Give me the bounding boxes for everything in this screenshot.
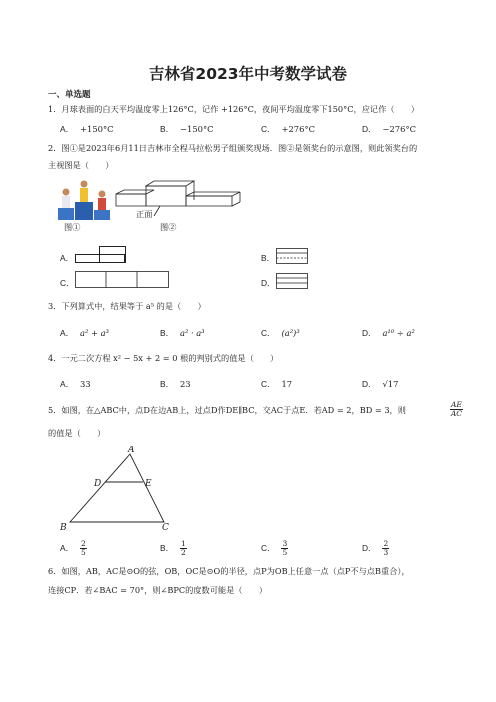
q2-option-a[interactable]: A． [60,253,74,263]
podium-photo [58,178,112,220]
front-view-label: 正面 [136,209,153,219]
q5-option-b[interactable]: B． $\frac{1}{2}$ [160,539,186,557]
point-e-label: E [145,479,152,489]
q1-option-c[interactable]: C． +276°C [261,124,316,134]
q5-option-a[interactable]: A． $\frac{2}{5}$ [60,539,86,557]
q2-option-c-figure [75,271,169,288]
q2-option-c[interactable]: C． [60,278,75,288]
q2-option-d-figure [276,273,308,289]
q4-option-d[interactable]: D． √17 [362,379,399,389]
q2-option-b-figure [276,248,308,264]
fig2-label: 图② [160,222,177,232]
q4-option-c[interactable]: C． 17 [261,379,293,389]
q1-option-b[interactable]: B． −150°C [160,124,214,134]
q5-stem-line1: 5．如图，在△ABC中，点D在边AB上，过点D作DE∥BC，交AC于点E．若AD = 2，BD = 3，则 [48,405,406,415]
q2-option-a-center-block [99,246,126,263]
q2-stem-line1: 2．图①是2023年6月11日吉林市全程马拉松男子组颁奖现场．图②是领奖台的示意图，则此领奖台的 [48,143,418,153]
q5-stem-line2: 的值是（ ） [48,428,106,438]
q4-option-a[interactable]: A． 33 [60,379,91,389]
q6-stem-line2: 连接CP．若∠BAC = 70°，则∠BPC的度数可能是（ ） [48,585,268,595]
vertex-c-label: C [162,523,169,532]
podium-diagram [114,178,244,220]
q2-option-d[interactable]: D． [261,278,276,288]
q3-option-c[interactable]: C． (a²)³ [261,328,300,338]
q2-option-b[interactable]: B． [261,253,275,263]
q1-stem: 1．月球表面的白天平均温度零上126°C，记作 +126°C，夜间平均温度零下150°C，应记作（ ） [48,104,420,114]
q3-option-b[interactable]: B． a² · a³ [160,328,205,338]
vertex-a-label: A [128,446,135,455]
q3-option-a[interactable]: A． a² + a³ [60,328,110,338]
q3-stem: 3．下列算式中，结果等于 a⁵ 的是（ ） [48,301,206,311]
q4-stem: 4．一元二次方程 x² − 5x + 2 = 0 根的判别式的值是（ ） [48,353,279,363]
fig1-label: 图① [64,222,81,232]
section-heading: 一、单选题 [48,90,91,100]
q5-option-c[interactable]: C． $\frac{3}{5}$ [261,539,288,557]
q5-option-d[interactable]: D． $\frac{2}{3}$ [362,539,389,557]
q6-stem-line1: 6．如图，AB，AC是⊙O的弦，OB，OC是⊙O的半径，点P为OB上任意一点（点P不与点B重合）， [48,566,410,576]
q4-option-b[interactable]: B． 23 [160,379,191,389]
triangle-figure [60,446,180,532]
q1-option-d[interactable]: D． −276°C [362,124,417,134]
q1-option-a[interactable]: A． +150°C [60,124,114,134]
q2-stem-line2: 主视图是（ ） [48,160,114,170]
vertex-b-label: B [60,523,67,532]
page-title: 吉林省2023年中考数学试卷 [148,65,348,83]
q5-ratio-fraction: $\frac{AE}{AC}$ [450,400,463,418]
q3-option-d[interactable]: D． a¹⁰ ÷ a² [362,328,415,338]
point-d-label: D [94,479,102,489]
